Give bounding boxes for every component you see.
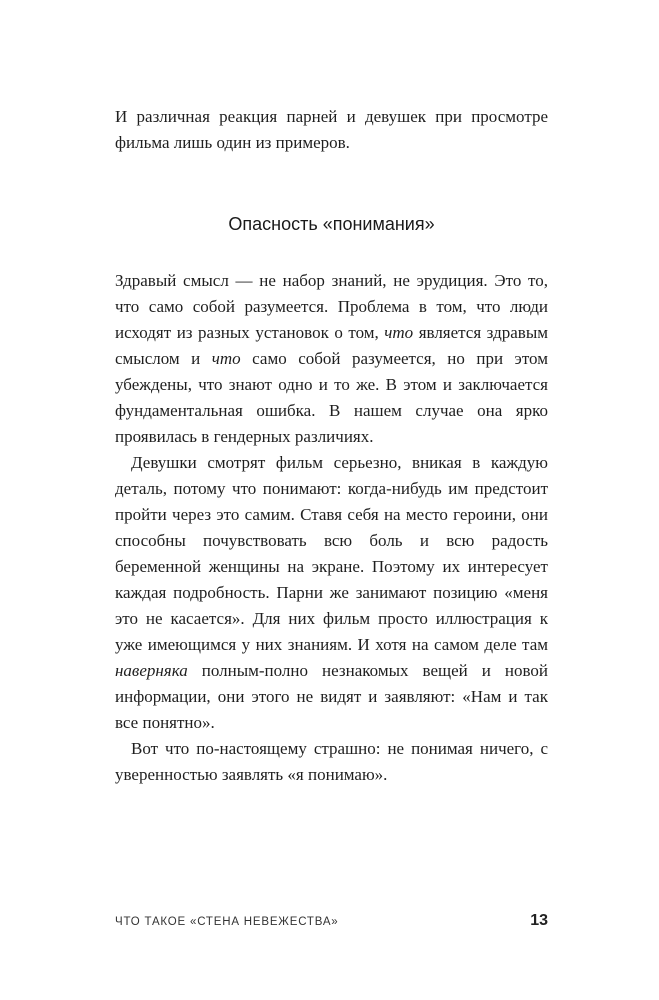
intro-text: И различная реакция парней и девушек при просмотре фильма лишь один из примеров. <box>115 107 548 152</box>
running-head: ЧТО ТАКОЕ «СТЕНА НЕВЕЖЕСТВА» <box>115 916 339 928</box>
p2-part-a: Девушки смотрят фильм серьезно, вникая в каждую деталь, потому что понимают: когда-нибудь им предстоит пройти через это самим. Ставя себя на место героини, они способны почувствовать всю боль и всю радость беременной женщины на экране. Поэтому их интересует каждая подробность. Парни же занимают позицию «меня это не касается». Для них фильм просто иллюстрация к уже имеющимся у них знаниям. И хотя на самом деле там <box>115 453 548 654</box>
p1-part-c: само собой разумеется, но при этом убеждены, что знают одно и то же. В этом и заключается фундаментальная ошибка. В нашем случае она ярко проявилась в гендерных различиях. <box>115 349 548 446</box>
paragraph-2 <box>115 450 548 736</box>
intro-paragraph <box>115 104 548 156</box>
section-heading: Опасность «понимания» <box>228 214 435 234</box>
body-text <box>115 268 548 788</box>
p1-part-a: Здравый смысл — не набор знаний, не эрудиция. Это то, что само собой разумеется. Проблема в том, что люди исходят из разных установок о том, <box>115 271 548 342</box>
p2-part-b: полным-полно незнакомых вещей и новой информации, они этого не видят и заявляют: «Нам и так все понятно». <box>115 661 548 732</box>
page-number: 13 <box>530 912 548 929</box>
p1-emphasis-1: что <box>384 323 414 342</box>
paragraph-3: Вот что по-настоящему страшно: не понимая ничего, с уверенностью заявлять «я понимаю». <box>115 739 548 784</box>
p2-emphasis: наверняка <box>115 661 188 680</box>
page-footer <box>115 912 548 936</box>
paragraph-1 <box>115 268 548 450</box>
p1-emphasis-2: что <box>211 349 241 368</box>
p1-part-b: является здравым смыслом и <box>115 323 548 368</box>
